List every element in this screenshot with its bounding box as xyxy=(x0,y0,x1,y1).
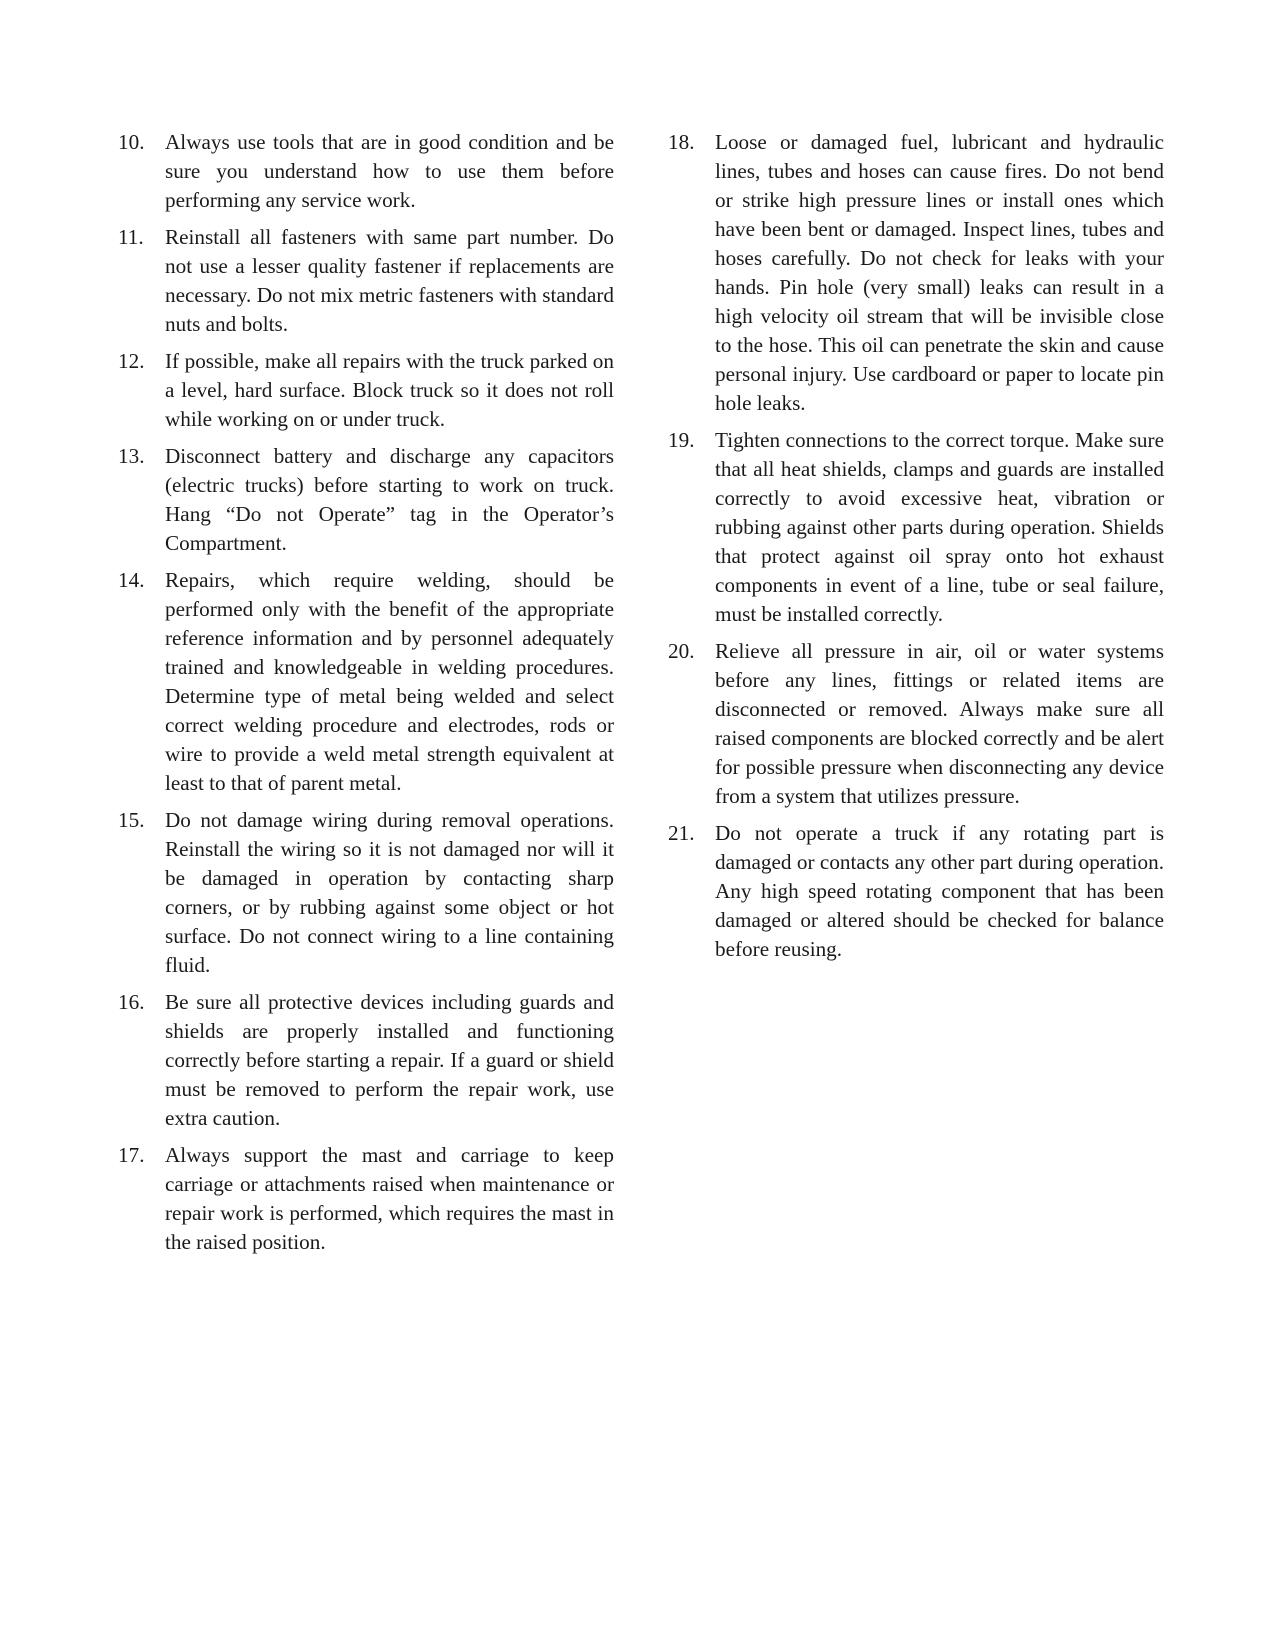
list-item xyxy=(668,426,1164,629)
list-item xyxy=(118,1141,614,1257)
list-item-number: 17. xyxy=(118,1143,145,1167)
list-item-text: Be sure all protective devices including guards and shields are properly installed and functioning correctly before starting a repair. If a guard or shield must be removed to perform the repair work, use extra caution. xyxy=(165,990,614,1130)
list-item-text: Always support the mast and carriage to keep carriage or attachments raised when maintenance or repair work is performed, which requires the mast in the raised position. xyxy=(165,1143,614,1254)
list-item xyxy=(118,128,614,215)
list-item-text: Disconnect battery and discharge any capacitors (electric trucks) before starting to work on truck. Hang “Do not Operate” tag in the Operator’s Compartment. xyxy=(165,444,614,555)
list-item-text: Always use tools that are in good condition and be sure you understand how to use them before performing any service work. xyxy=(165,130,614,212)
list-item xyxy=(118,223,614,339)
list-item-number: 14. xyxy=(118,568,145,592)
list-item-text: Repairs, which require welding, should be performed only with the benefit of the appropriate reference information and by personnel adequately trained and knowledgeable in welding procedures. Determine type of metal being welded and select correct welding procedure and electrodes, rods or wire to provide a weld metal strength equivalent at least to that of parent metal. xyxy=(165,568,614,795)
list-item xyxy=(668,819,1164,964)
list-item-text: Tighten connections to the correct torque. Make sure that all heat shields, clamps and guards are installed correctly to avoid excessive heat, vibration or rubbing against other parts during operation. Shields that protect against oil spray onto hot exhaust components in event of a line, tube or seal failure, must be installed correctly. xyxy=(715,428,1164,626)
list-item-number: 20. xyxy=(668,639,695,663)
list-item-text: Loose or damaged fuel, lubricant and hydraulic lines, tubes and hoses can cause fires. Do not bend or strike high pressure lines or install ones which have been bent or damaged. Inspect lines, tubes and hoses carefully. Do not check for leaks with your hands. Pin hole (very small) leaks can result in a high velocity oil stream that will be invisible close to the hose. This oil can penetrate the skin and cause personal injury. Use cardboard or paper to locate pin hole leaks. xyxy=(715,130,1164,415)
list-item xyxy=(668,128,1164,418)
list-item-text: If possible, make all repairs with the truck parked on a level, hard surface. Block truck so it does not roll while working on or under truck. xyxy=(165,349,614,431)
list-item-number: 15. xyxy=(118,808,145,832)
list-item-text: Reinstall all fasteners with same part number. Do not use a lesser quality fastener if replacements are necessary. Do not mix metric fasteners with standard nuts and bolts. xyxy=(165,225,614,336)
left-column xyxy=(118,128,614,1265)
list-item-text: Do not operate a truck if any rotating part is damaged or contacts any other part during operation. Any high speed rotating component that has been damaged or altered should be checked for balance before reusing. xyxy=(715,821,1164,961)
list-item-number: 18. xyxy=(668,130,695,154)
list-item-text: Relieve all pressure in air, oil or water systems before any lines, fittings or related items are disconnected or removed. Always make sure all raised components are blocked correctly and be alert for possible pressure when disconnecting any device from a system that utilizes pressure. xyxy=(715,639,1164,808)
list-item xyxy=(118,806,614,980)
list-item xyxy=(118,566,614,798)
list-item xyxy=(118,347,614,434)
list-item-number: 11. xyxy=(118,225,144,249)
list-item xyxy=(118,442,614,558)
list-item xyxy=(118,988,614,1133)
list-item-text: Do not damage wiring during removal operations. Reinstall the wiring so it is not damaged nor will it be damaged in operation by contacting sharp corners, or by rubbing against some object or hot surface. Do not connect wiring to a line containing fluid. xyxy=(165,808,614,977)
list-item-number: 19. xyxy=(668,428,695,452)
right-column xyxy=(668,128,1164,972)
list-item-number: 13. xyxy=(118,444,145,468)
list-item xyxy=(668,637,1164,811)
list-item-number: 10. xyxy=(118,130,145,154)
list-item-number: 12. xyxy=(118,349,145,373)
list-item-number: 16. xyxy=(118,990,145,1014)
list-item-number: 21. xyxy=(668,821,695,845)
